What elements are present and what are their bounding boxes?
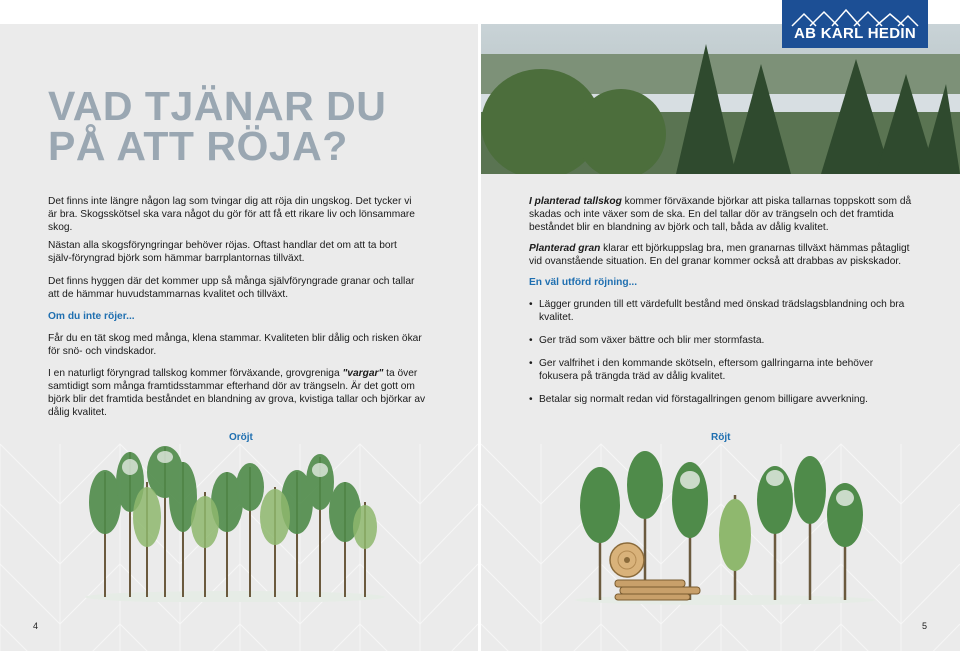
list-item: • Ger träd som växer bättre och blir mer stormfasta.	[529, 334, 909, 347]
list-item: • Lägger grunden till ett värdefullt bestånd med önskad trädslagsblandning och bra kvalitet.	[529, 298, 909, 324]
paragraph-planted-spruce	[529, 242, 919, 268]
list-item: • Betalar sig normalt redan vid förstagallringen genom billigare avverkning.	[529, 393, 909, 406]
paragraph-birch: Nästan alla skogsföryngringar behöver röjas. Oftast handlar det om att ta bort själv-föryngrad björk som hämmar barrplantornas tillväxt.	[48, 240, 397, 264]
logo-text: AB KARL HEDIN	[794, 25, 916, 42]
thinned-forest-illustration	[575, 440, 875, 605]
p5-text-b: ta över samtidigt som många framtidsstammar efterhand dör av trängseln. Är det gott om björk blir det framtida beståndet en blandning av grova, kvistiga tallar och björkar av dålig kvalitet.	[48, 368, 426, 418]
headline-line-2: PÅ ATT RÖJA?	[48, 123, 348, 169]
page-headline	[48, 83, 408, 169]
planted-spruce-text: klarar ett björkuppslag bra, men granarnas tillväxt hämmas påtagligt vid ovanstående situation. En del granar kommer också att drabbas av piskskador.	[529, 243, 910, 267]
headline-line-1: VAD TJÄNAR DU	[48, 83, 387, 129]
benefits-list	[529, 298, 909, 416]
page-number-left: 4	[33, 621, 39, 631]
paragraph-natural-pine	[48, 367, 433, 419]
p5-text-a: I en naturligt föryngrad tallskog kommer förväxande, grovgreniga	[48, 368, 343, 379]
paragraph-planted-pine	[529, 195, 919, 234]
caption-orojt: Oröjt	[229, 432, 253, 443]
paragraph-clearcut: Det finns hyggen där det kommer upp så många självföryngrade granar och tallar att de hämmar huvudstammarnas kvalitet och tillväxt.	[48, 276, 415, 300]
planted-pine-emphasis: I planterad tallskog	[529, 196, 622, 207]
subheading-en-val-utford-rojning: En väl utförd röjning...	[529, 277, 638, 288]
list-item: • Ger valfrihet i den kommande skötseln, eftersom gallringarna inte behöver fokusera på trängda träd av dålig kvalitet.	[529, 357, 909, 383]
caption-rojt: Röjt	[711, 432, 731, 443]
page-number-right: 5	[922, 621, 928, 631]
subheading-om-du-inte-rojer: Om du inte röjer...	[48, 311, 135, 322]
unthinned-forest-illustration	[85, 442, 385, 602]
p5-emphasis: "vargar"	[342, 368, 384, 379]
planted-pine-text: kommer förväxande björkar att piska tallarnas toppskott som då skadas och inte växer som de ska. En del tallar dör av trängseln och det framtida beståndet blir en blandning av björk och tall, båda av dålig kvalitet.	[529, 196, 912, 233]
company-logo	[782, 0, 928, 48]
planted-spruce-emphasis: Planterad gran	[529, 243, 601, 254]
paragraph-dense-forest: Får du en tät skog med många, klena stammar. Kvaliteten blir dålig och risken ökar för snö- och vindskador.	[48, 333, 422, 357]
intro-paragraph: Det finns inte längre någon lag som tvingar dig att röja din ungskog. Det tycker vi är bra. Skogsskötsel ska vara något du gör för att få ett rikare liv och lönsammare skog.	[48, 196, 415, 233]
